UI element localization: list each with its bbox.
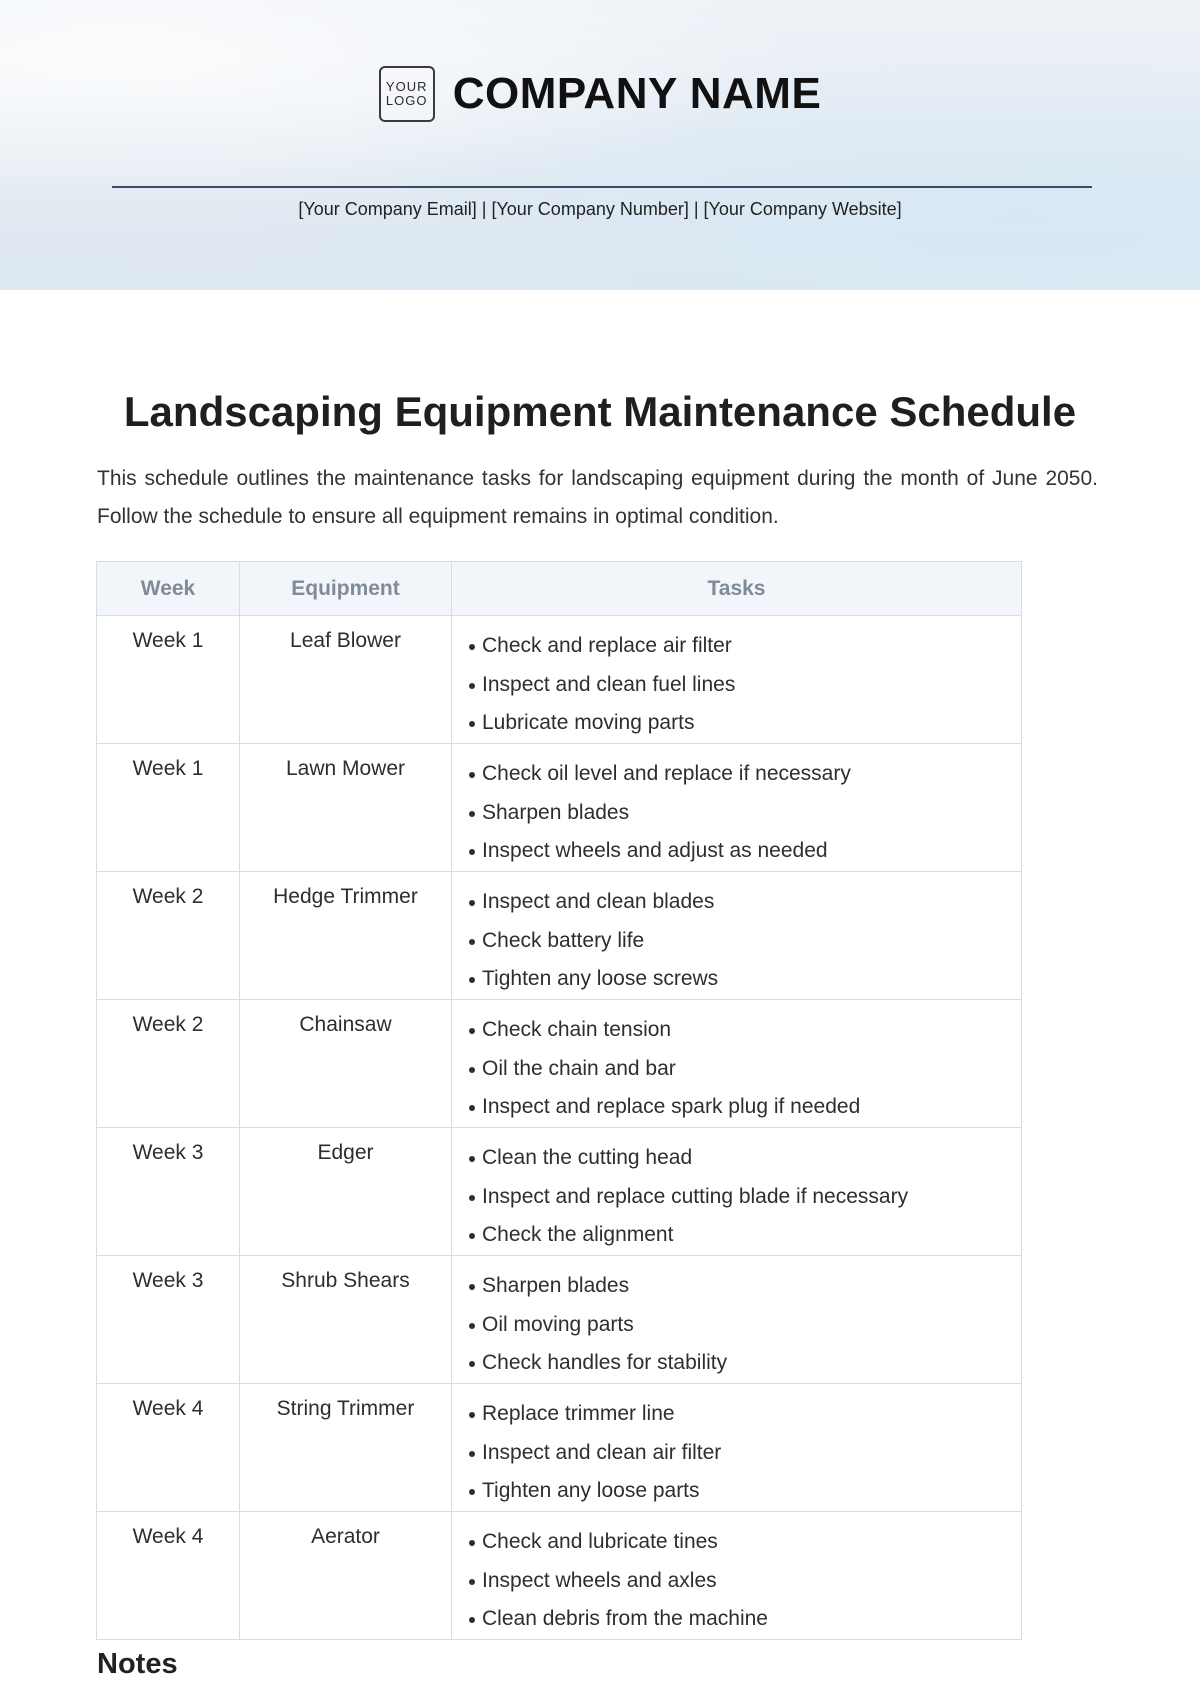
task-item: Clean debris from the machine: [467, 1600, 1021, 1639]
week-cell: Week 2: [97, 872, 240, 1000]
week-cell: Week 4: [97, 1384, 240, 1512]
task-item: Sharpen blades: [467, 794, 1021, 833]
task-item: Inspect and clean blades: [467, 883, 1021, 922]
document-title: Landscaping Equipment Maintenance Schedule: [123, 388, 1077, 435]
table-row: [97, 872, 1022, 1000]
equipment-cell: Aerator: [240, 1512, 452, 1640]
tasks-cell: [452, 1384, 1022, 1512]
table-body: [97, 616, 1022, 1640]
tasks-cell: [452, 616, 1022, 744]
week-cell: Week 2: [97, 1000, 240, 1128]
task-item: Check handles for stability: [467, 1344, 1021, 1383]
task-item: Tighten any loose parts: [467, 1472, 1021, 1511]
task-item: Inspect and replace cutting blade if necessary: [467, 1178, 1021, 1217]
task-list: [467, 627, 1021, 743]
week-cell: Week 3: [97, 1256, 240, 1384]
tasks-cell: [452, 1128, 1022, 1256]
equipment-cell: Leaf Blower: [240, 616, 452, 744]
logo-text-line1: YOUR: [385, 79, 428, 94]
table-header-row: [97, 562, 1022, 616]
equipment-cell: Shrub Shears: [240, 1256, 452, 1384]
tasks-cell: [452, 744, 1022, 872]
task-item: Oil the chain and bar: [467, 1050, 1021, 1089]
task-item: Check battery life: [467, 922, 1021, 961]
task-item: Check the alignment: [467, 1216, 1021, 1255]
equipment-cell: Hedge Trimmer: [240, 872, 452, 1000]
task-item: Inspect and clean air filter: [467, 1434, 1021, 1473]
column-header-equipment: Equipment: [240, 562, 452, 616]
document-header: [0, 0, 1200, 290]
task-item: Check oil level and replace if necessary: [467, 755, 1021, 794]
task-item: Oil moving parts: [467, 1306, 1021, 1345]
week-cell: Week 1: [97, 616, 240, 744]
table-row: [97, 616, 1022, 744]
table-row: [97, 1384, 1022, 1512]
task-list: [467, 1395, 1021, 1511]
column-header-week: Week: [97, 562, 240, 616]
task-list: [467, 1139, 1021, 1255]
company-name: COMPANY NAME: [452, 69, 822, 118]
week-cell: Week 1: [97, 744, 240, 872]
task-item: Replace trimmer line: [467, 1395, 1021, 1434]
column-header-tasks: Tasks: [452, 562, 1022, 616]
tasks-cell: [452, 872, 1022, 1000]
tasks-cell: [452, 1512, 1022, 1640]
task-item: Clean the cutting head: [467, 1139, 1021, 1178]
table-row: [97, 1512, 1022, 1640]
equipment-cell: Edger: [240, 1128, 452, 1256]
notes-heading: Notes: [97, 1648, 178, 1680]
equipment-cell: Chainsaw: [240, 1000, 452, 1128]
task-item: Inspect wheels and adjust as needed: [467, 832, 1021, 871]
task-list: [467, 755, 1021, 871]
company-logo: [379, 66, 435, 122]
task-list: [467, 1011, 1021, 1127]
task-list: [467, 1267, 1021, 1383]
table-row: [97, 1128, 1022, 1256]
task-item: Tighten any loose screws: [467, 960, 1021, 999]
task-item: Inspect and clean fuel lines: [467, 666, 1021, 705]
table-row: [97, 1256, 1022, 1384]
task-item: Check and replace air filter: [467, 627, 1021, 666]
equipment-cell: Lawn Mower: [240, 744, 452, 872]
brand: [0, 66, 1200, 122]
tasks-cell: [452, 1000, 1022, 1128]
task-item: Lubricate moving parts: [467, 704, 1021, 743]
week-cell: Week 3: [97, 1128, 240, 1256]
header-divider: [112, 186, 1092, 188]
task-item: Inspect and replace spark plug if needed: [467, 1088, 1021, 1127]
company-contacts: [Your Company Email] | [Your Company Number] | [Your Company Website]: [298, 199, 902, 219]
task-list: [467, 1523, 1021, 1639]
task-item: Sharpen blades: [467, 1267, 1021, 1306]
tasks-cell: [452, 1256, 1022, 1384]
task-list: [467, 883, 1021, 999]
table-row: [97, 744, 1022, 872]
intro-paragraph: This schedule outlines the maintenance tasks for landscaping equipment during the month of June 2050. Follow the schedule to ensure all equipment remains in optimal condition.: [97, 467, 1098, 528]
table-row: [97, 1000, 1022, 1128]
task-item: Check chain tension: [467, 1011, 1021, 1050]
task-item: Check and lubricate tines: [467, 1523, 1021, 1562]
week-cell: Week 4: [97, 1512, 240, 1640]
maintenance-schedule-table: [96, 561, 1022, 1640]
equipment-cell: String Trimmer: [240, 1384, 452, 1512]
task-item: Inspect wheels and axles: [467, 1562, 1021, 1601]
logo-text-line2: LOGO: [385, 93, 428, 108]
